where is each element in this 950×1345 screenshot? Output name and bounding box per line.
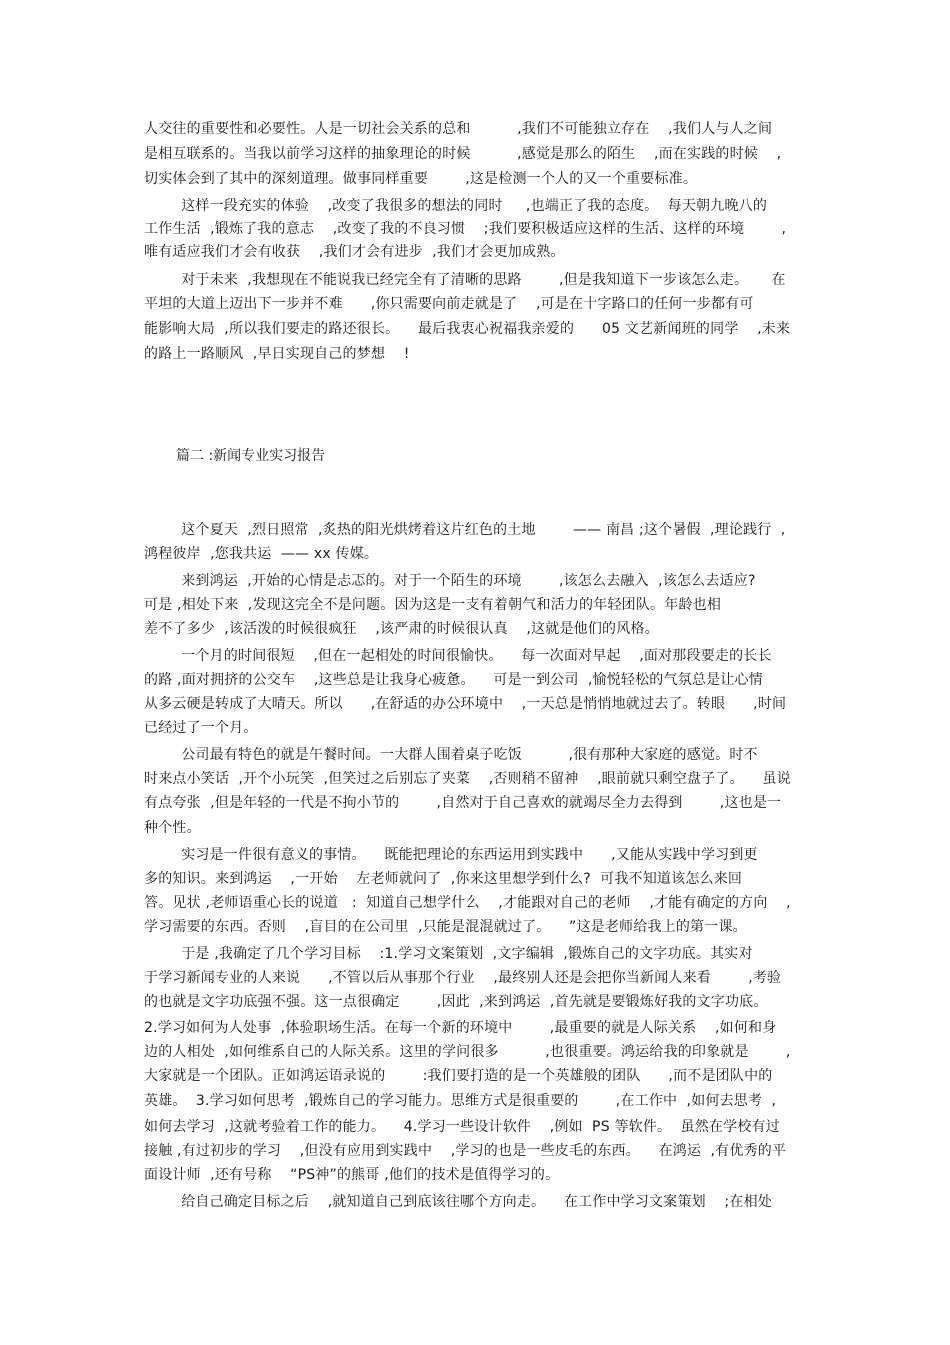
text-line: 从多云硬是转成了大晴天。所以 ,在舒适的办公环境中 ,一天总是悄悄地就过去了。转眼 ,时间: [144, 696, 787, 712]
text-line: 鸿程彼岸 ,您我共运 —— xx 传媒。: [144, 546, 379, 562]
text-line: 于是 ,我确定了几个学习目标 :1.学习文案策划 ,文字编辑 ,锻炼自己的文字功底。其实对: [144, 946, 753, 962]
text-line: 于学习新闻专业的人来说 ,不管以后从事那个行业 ,最终别人还是会把你当新闻人来看 ,考验: [144, 970, 782, 986]
text-line: 这个夏天 ,烈日照常 ,炙热的阳光烘烤着这片红色的土地 —— 南昌 ;这个暑假 ,理论践行 ,: [144, 522, 786, 538]
text-line: 面设计师 ,还有号称 “PS神”的熊哥 ,他们的技术是值得学习的。: [144, 1167, 560, 1183]
text-line: 学习需要的东西。否则 ,盲目的在公司里 ,只能是混混就过了。 ”这是老师给我上的第一课。: [144, 919, 747, 935]
text-line: 如何去学习 ,这就考验着工作的能力。 4.学习一些设计软件 ,例如 PS 等软件。 虽然在学校有过: [144, 1119, 780, 1135]
text-line: 大家就是一个团队。正如鸿运语录说的 :我们要打造的是一个英雄般的团队 ,而不是团队中的: [144, 1068, 773, 1084]
section-heading: 篇二 :新闻专业实习报告: [176, 448, 326, 464]
text-line: 能影响大局 ,所以我们要走的路还很长。 最后我衷心祝福我亲爱的 05 文艺新闻班的同学 ,未来: [144, 321, 791, 337]
text-line: 实习是一件很有意义的事情。 既能把理论的东西运用到实践中 ,又能从实践中学习到更: [144, 847, 758, 863]
text-line: 对于未来 ,我想现在不能说我已经完全有了清晰的思路 ,但是我知道下一步该怎么走。 在: [144, 272, 786, 288]
text-line: 公司最有特色的就是午餐时间。一大群人围着桌子吃饭 ,很有那种大家庭的感觉。时不: [144, 747, 758, 763]
text-line: 可是 ,相处下来 ,发现这完全不是问题。因为这是一支有着朝气和活力的年轻团队。年龄也相: [144, 597, 722, 613]
text-line: 时来点小笑话 ,开个小玩笑 ,但笑过之后别忘了夹菜 ,否则稍不留神 ,眼前就只剩空盘子了。 虽说: [144, 771, 791, 787]
text-line: 给自己确定目标之后 ,就知道自己到底该往哪个方向走。 在工作中学习文案策划 ;在相处: [144, 1194, 772, 1210]
text-line: 平坦的大道上迈出下一步并不难 ,你只需要向前走就是了 ,可是在十字路口的任何一步都有可: [144, 296, 754, 312]
text-line: 的也就是文字功底强不强。这一点很确定 ,因此 ,来到鸿运 ,首先就是要锻炼好我的文字功底。: [144, 994, 768, 1010]
text-line: 唯有适应我们才会有收获 ,我们才会有进步 ,我们才会更加成熟。: [144, 244, 565, 260]
text-line: 答。见状 ,老师语重心长的说道 : 知道自己想学什么 ,才能跟对自己的老师 ,才能有确定的方向 ,: [144, 895, 791, 911]
text-line: 人交往的重要性和必要性。人是一切社会关系的总和 ,我们不可能独立存在 ,我们人与人之间: [144, 121, 773, 137]
text-line: 接触 ,有过初步的学习 ,但没有应用到实践中 ,学习的也是一些皮毛的东西。 在鸿运 ,有优秀的平: [144, 1143, 787, 1159]
text-line: 的路 ,面对拥挤的公交车 ,这些总是让我身心疲惫。 可是一到公司 ,愉悦轻松的气氛总是让心情: [144, 672, 763, 688]
text-line: 差不了多少 ,该活泼的时候很疯狂 ,该严肃的时候很认真 ,这就是他们的风格。: [144, 621, 659, 637]
text-line: 来到鸿运 ,开始的心情是忐忑的。对于一个陌生的环境 ,该怎么去融入 ,该怎么去适应?: [144, 573, 756, 589]
text-line: 种个性。: [144, 820, 201, 836]
text-line: 多的知识。来到鸿运 ,一开始 左老师就问了 ,你来这里想学到什么? 可我不知道该怎么来回: [144, 871, 743, 887]
text-line: 已经过了一个月。: [144, 720, 258, 736]
text-line: 工作生活 ,锻炼了我的意志 ,改变了我的不良习惯 ;我们要积极适应这样的生活、这样的环境 ,: [144, 221, 787, 237]
text-line: 有点夸张 ,但是年轻的一代是不拘小节的 ,自然对于自己喜欢的就竭尽全力去得到 ,这也是一: [144, 795, 782, 811]
text-line: 的路上一路顺风 ,早日实现自己的梦想 !: [144, 346, 410, 362]
text-line: 切实体会到了其中的深刻道理。做事同样重要 ,这是检测一个人的又一个重要标准。: [144, 171, 698, 187]
text-line: 这样一段充实的体验 ,改变了我很多的想法的同时 ,也端正了我的态度。 每天朝九晚八的: [144, 198, 768, 214]
text-line: 2.学习如何为人处事 ,体验职场生活。在每一个新的环境中 ,最重要的就是人际关系 ,如何和身: [144, 1020, 777, 1036]
text-line: 一个月的时间很短 ,但在一起相处的时间很愉快。 每一次面对早起 ,面对那段要走的长长: [144, 648, 772, 664]
text-line: 英雄。 3.学习如何思考 ,锻炼自己的学习能力。思维方式是很重要的 ,在工作中 ,如何去思考 ,: [144, 1093, 777, 1109]
text-line: 是相互联系的。当我以前学习这样的抽象理论的时候 ,感觉是那么的陌生 ,而在实践的时候 ,: [144, 146, 782, 162]
text-line: 边的人相处 ,如何维系自己的人际关系。这里的学问很多 ,也很重要。鸿运给我的印象就是 ,: [144, 1044, 791, 1060]
